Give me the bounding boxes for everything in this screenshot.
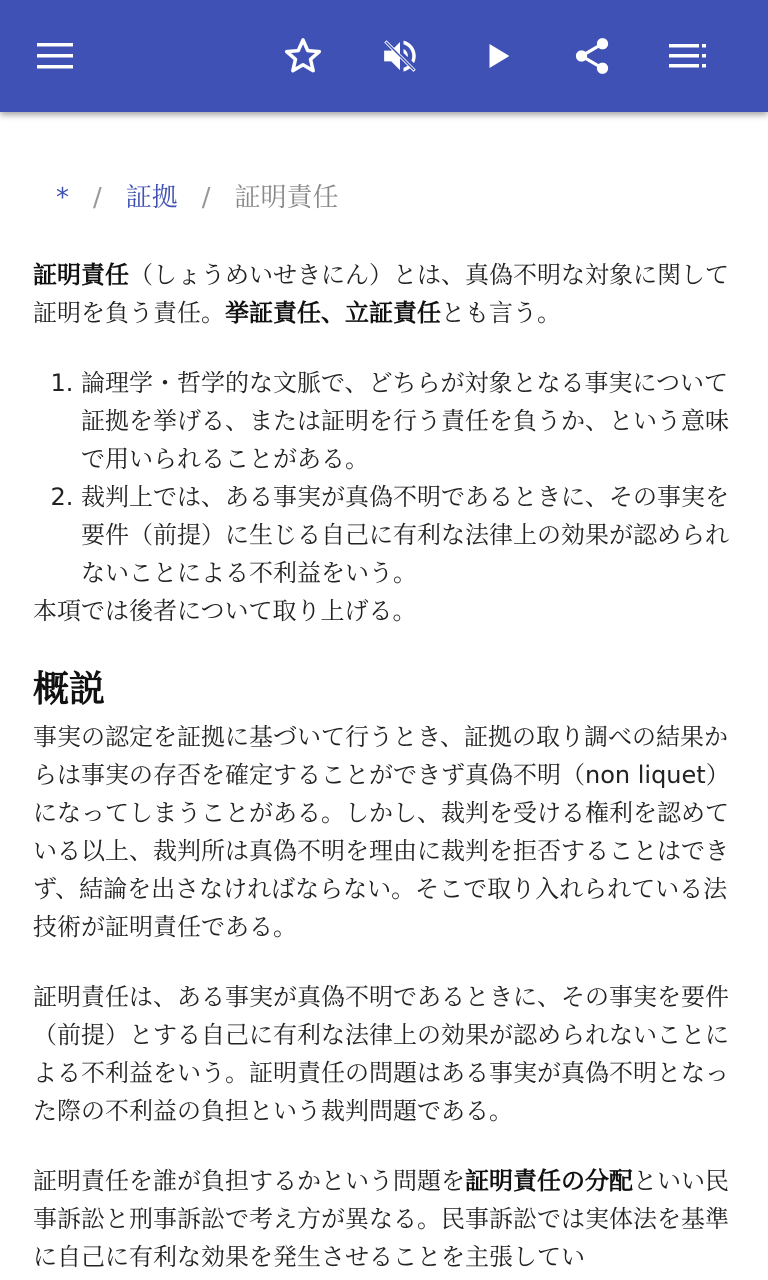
- menu-icon: [36, 41, 76, 71]
- body-paragraph: 事実の認定を証拠に基づいて行うとき、証拠の取り調べの結果からは事実の存否を確定することができず真偽不明（non liquet）になってしまうことがある。しかし、裁判を受ける権利を認めている以上、裁判所は真偽不明を理由に裁判を拒否することはできず、結論を出さなければならない。そこで取り入れられている法技術が証明責任である。: [33, 723, 730, 941]
- intro-comma: 、: [321, 299, 345, 327]
- body-paragraph: [33, 1162, 733, 1276]
- intro-paragraph: [33, 256, 733, 332]
- breadcrumb-home-link[interactable]: *: [56, 183, 69, 213]
- article-body: [33, 256, 733, 1280]
- menu-button[interactable]: [28, 28, 84, 84]
- contents-button[interactable]: [660, 28, 716, 84]
- star-icon: [282, 35, 324, 77]
- breadcrumb-current: 証明責任: [234, 183, 339, 213]
- share-icon: [571, 35, 613, 77]
- breadcrumb-parent-link[interactable]: 証拠: [125, 183, 178, 213]
- list-item: 1. 論理学・哲学的な文脈で、どちらが対象となる事実について証拠を挙げる、または証明を行う責任を負うか、という意味で用いられることがある。: [81, 364, 733, 478]
- intro-tail: とも言う。: [441, 299, 561, 327]
- intro-reading: （しょうめいせきにん）とは、真偽不明な対象に関して証明を負う責任。: [33, 261, 729, 327]
- bookmark-button[interactable]: [275, 28, 331, 84]
- playlist-icon: [668, 42, 708, 70]
- body-paragraph: 証明責任は、ある事実が真偽不明であるときに、その事実を要件（前提）とする自己に有利な法律上の効果が認められないことによる不利益をいう。証明責任の問題はある事実が真偽不明となった際の不利益の負担という裁判問題である。: [33, 983, 729, 1125]
- intro-alt-term-2: 立証責任: [345, 299, 441, 327]
- paragraph-head: 証明責任を誰が負担するかという問題を: [33, 1167, 465, 1195]
- section-heading: 概説: [33, 669, 106, 710]
- intro-alt-term-1: 挙証責任: [225, 299, 321, 327]
- intro-term: 証明責任: [33, 261, 129, 289]
- scope-note: 本項では後者について取り上げる。: [33, 597, 417, 625]
- article-view[interactable]: [0, 112, 768, 1280]
- paragraph-tail: といい民事訴訟と刑事訴訟で考え方が異なる。民事訴訟では実体法を基準に自己に有利な効果を発生させることを主張してい: [33, 1167, 729, 1271]
- breadcrumb: [56, 180, 339, 216]
- list-item: 2. 裁判上では、ある事実が真偽不明であるときに、その事実を要件（前提）に生じる自己に有利な法律上の効果が認められないことによる不利益をいう。: [81, 478, 733, 592]
- app-bar: [0, 0, 768, 112]
- mute-button[interactable]: [372, 28, 428, 84]
- breadcrumb-separator: /: [201, 183, 211, 213]
- play-icon: [481, 39, 515, 73]
- share-button[interactable]: [564, 28, 620, 84]
- meaning-list: [33, 364, 733, 592]
- play-button[interactable]: [470, 28, 526, 84]
- volume-off-icon: [379, 35, 421, 77]
- breadcrumb-separator: /: [93, 183, 102, 213]
- bold-term: 証明責任の分配: [465, 1167, 633, 1195]
